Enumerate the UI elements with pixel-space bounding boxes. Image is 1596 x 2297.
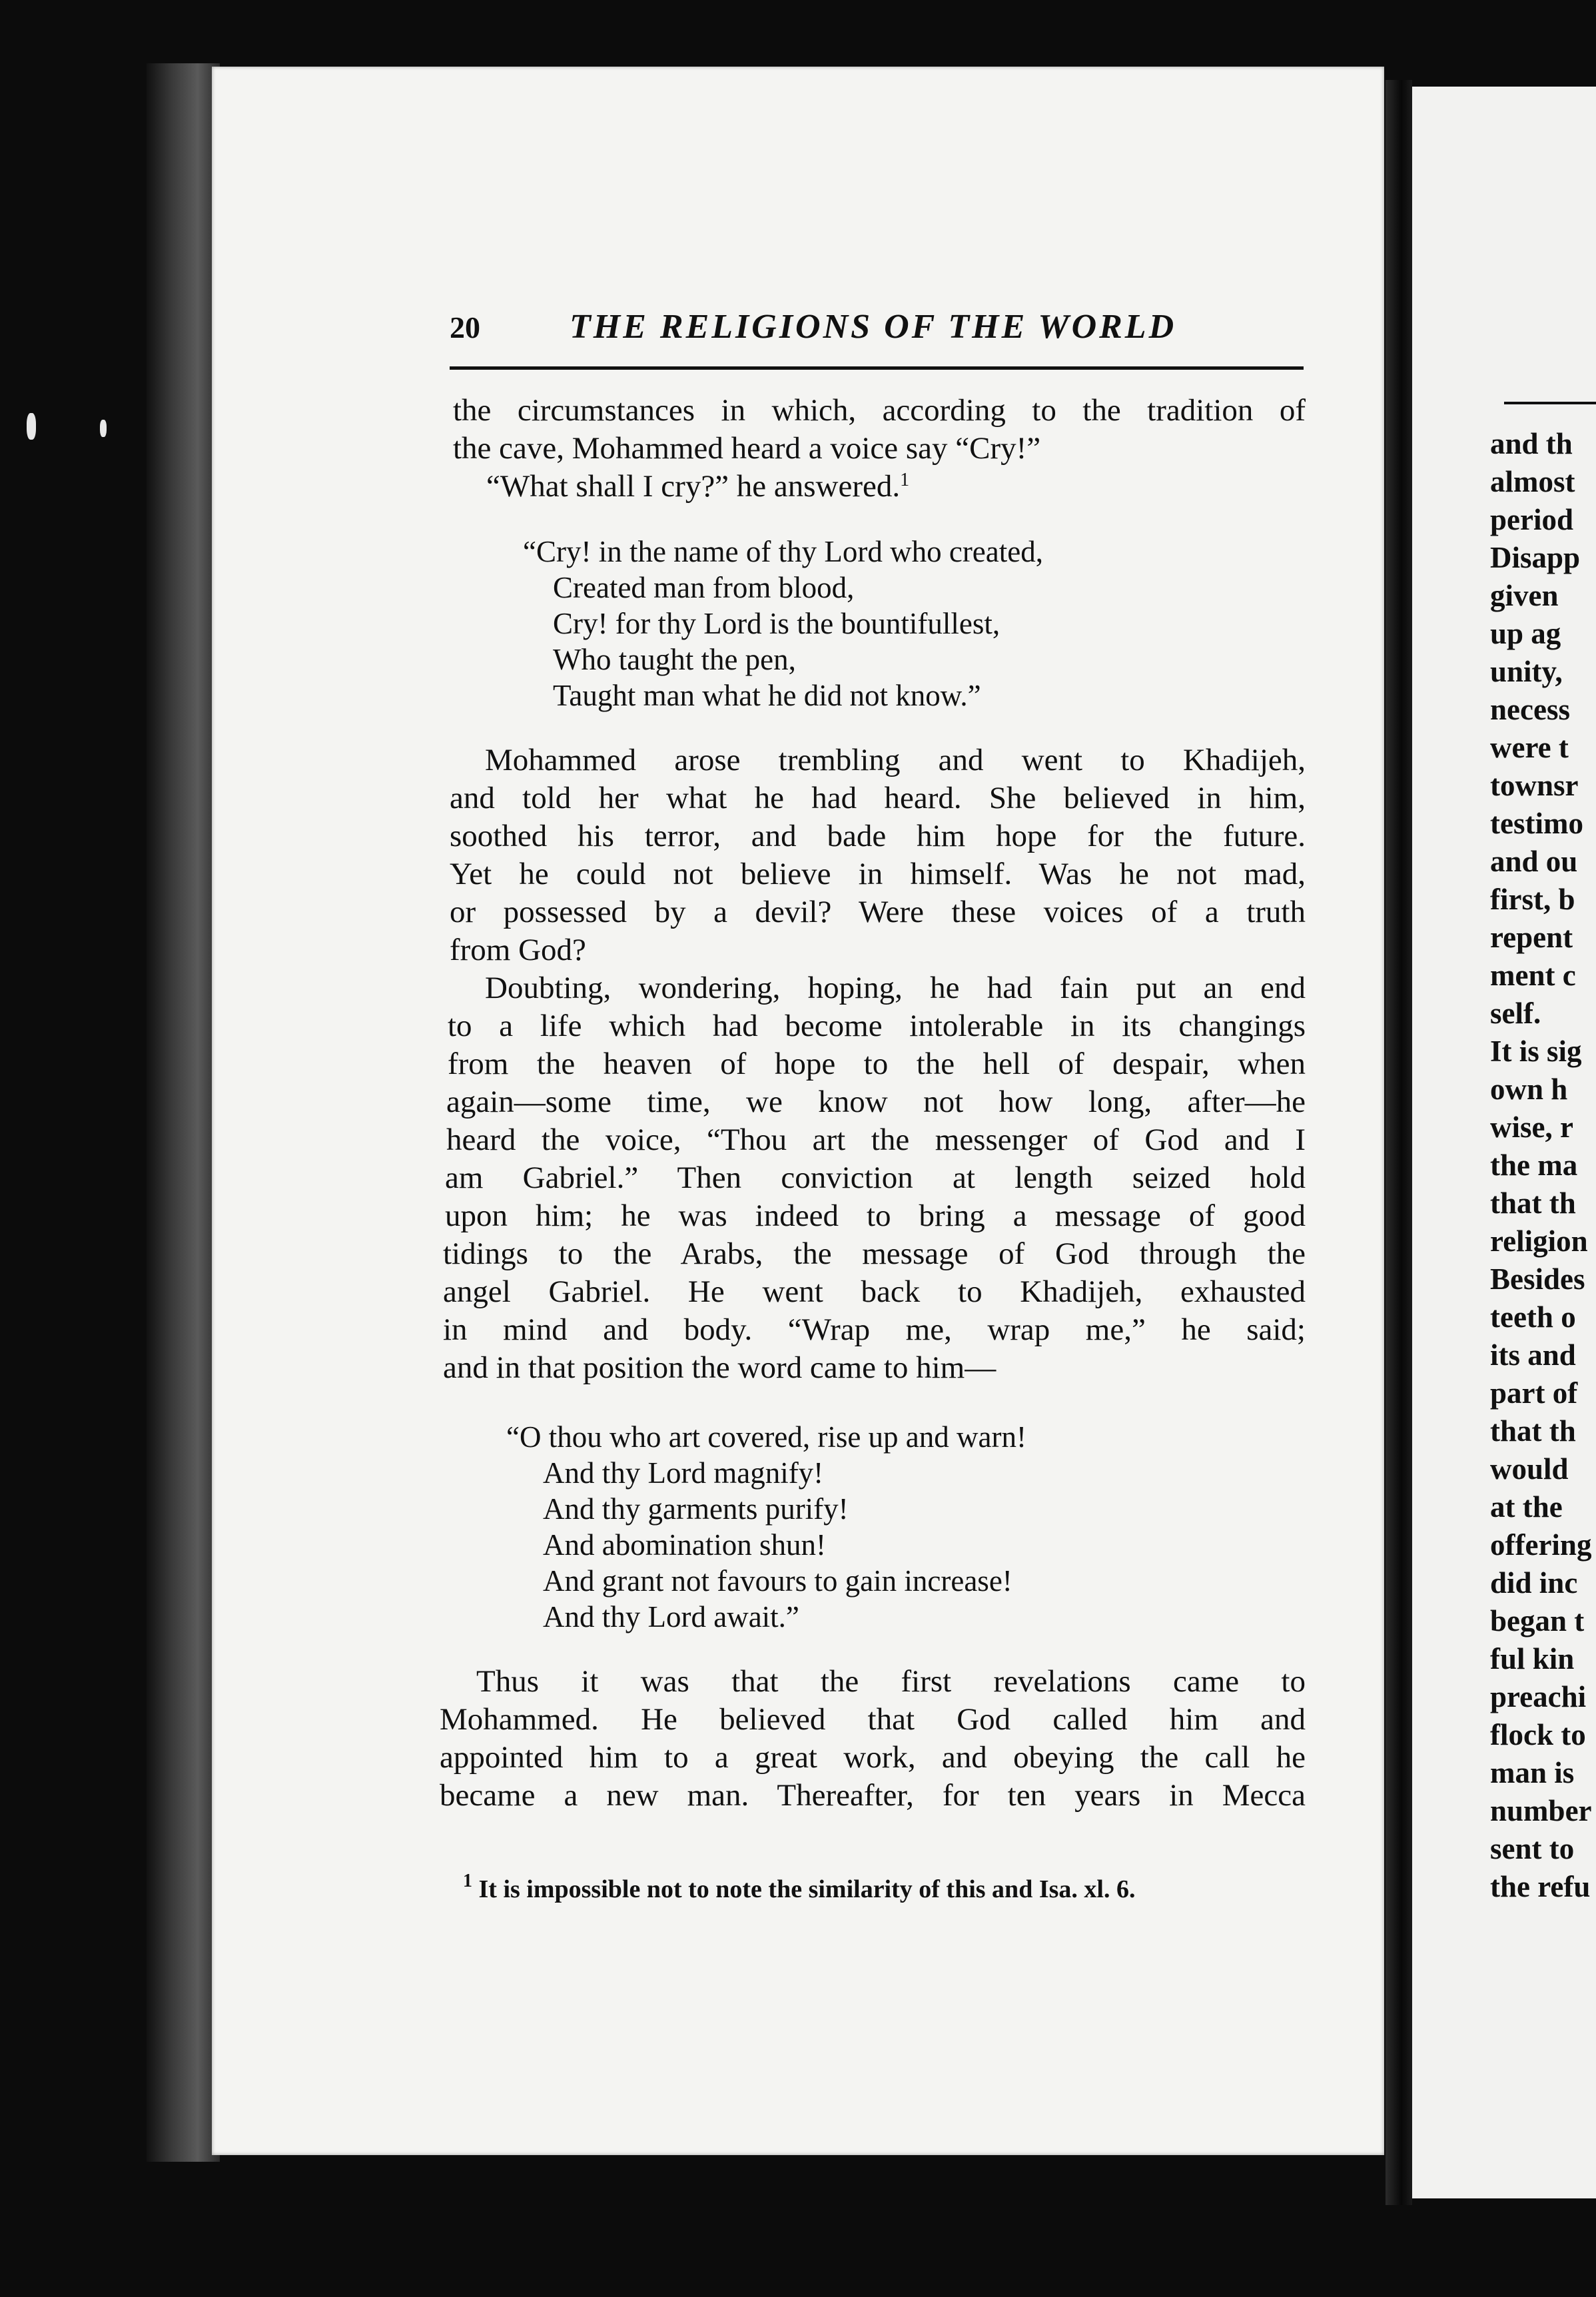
- body-line: [445, 1159, 1306, 1196]
- facing-page-line: almost: [1490, 465, 1575, 498]
- verse-line: [553, 605, 1000, 642]
- page-number: 20: [450, 310, 480, 344]
- body-line: [485, 969, 1306, 1007]
- line-text: Thus it was that the first revelations came to: [476, 1664, 1306, 1699]
- page-header: [450, 303, 1306, 356]
- line-text: to a life which had become intolerable in its changings: [448, 1009, 1306, 1043]
- facing-page-line: townsr: [1490, 769, 1579, 802]
- line-text: appointed him to a great work, and obeying the call he: [440, 1740, 1306, 1775]
- verse-line: [543, 1562, 1012, 1600]
- facing-page-line: that th: [1490, 1414, 1576, 1448]
- line-text: Created man from blood,: [553, 571, 855, 604]
- body-line: [448, 1007, 1306, 1045]
- facing-page-line: sent to: [1490, 1832, 1575, 1865]
- facing-page-line: man is: [1490, 1756, 1575, 1789]
- body-line: [450, 931, 1306, 969]
- body-line: [486, 468, 909, 505]
- body-line: [450, 817, 1306, 855]
- scan-speck: [100, 420, 107, 437]
- facing-page-line: necess: [1490, 693, 1570, 726]
- facing-page-line: the refu: [1490, 1870, 1591, 1903]
- body-line: [476, 1663, 1306, 1700]
- facing-page-line: were t: [1490, 731, 1569, 764]
- verse-line: [543, 1490, 849, 1528]
- line-text: the circumstances in which, according to the tradition of: [453, 393, 1306, 428]
- facing-page-line: part of: [1490, 1376, 1578, 1410]
- line-text: angel Gabriel. He went back to Khadijeh, exhausted: [443, 1274, 1306, 1309]
- facing-page-line: the ma: [1490, 1148, 1578, 1182]
- line-text: tidings to the Arabs, the message of God through the: [443, 1236, 1306, 1271]
- body-line: [443, 1235, 1306, 1272]
- line-text: and told her what he had heard. She believed in him,: [450, 781, 1306, 815]
- body-line: [448, 1045, 1306, 1083]
- line-text: or possessed by a devil? Were these voices of a truth: [450, 895, 1306, 929]
- line-text: And grant not favours to gain increase!: [543, 1564, 1012, 1598]
- book-spine-shadow: [147, 63, 220, 2162]
- facing-page-line: Besides: [1490, 1262, 1585, 1296]
- facing-page-line: began t: [1490, 1604, 1585, 1637]
- line-text: soothed his terror, and bade him hope for the future.: [450, 819, 1306, 853]
- line-text: Doubting, wondering, hoping, he had fain put an end: [485, 971, 1306, 1005]
- body-line: [450, 779, 1306, 817]
- facing-page-rule: [1504, 402, 1596, 404]
- body-line: [450, 855, 1306, 893]
- line-text: heard the voice, “Thou art the messenger of God and I: [446, 1123, 1306, 1157]
- verse-line: [553, 569, 854, 606]
- body-line: [440, 1777, 1306, 1814]
- verse-line: [523, 533, 1043, 570]
- body-line: [443, 1273, 1306, 1310]
- book-gutter: [1386, 80, 1412, 2205]
- facing-page-line: would: [1490, 1452, 1569, 1486]
- line-text: and in that position the word came to him—: [443, 1350, 997, 1385]
- facing-page-line: flock to: [1490, 1718, 1586, 1751]
- facing-page-line: first, b: [1490, 883, 1575, 916]
- line-text: Mohammed. He believed that God called him and: [440, 1702, 1306, 1737]
- facing-page-line: testimo: [1490, 807, 1583, 840]
- line-text: became a new man. Thereafter, for ten years in Mecca: [440, 1778, 1306, 1813]
- line-text: And thy Lord magnify!: [543, 1456, 824, 1490]
- footnote: [463, 1871, 1135, 1908]
- facing-page-line: unity,: [1490, 655, 1563, 688]
- body-line: [453, 430, 1306, 467]
- line-text: in mind and body. “Wrap me, wrap me,” he said;: [443, 1312, 1306, 1347]
- body-line: [445, 1197, 1306, 1234]
- line-text: Cry! for thy Lord is the bountifullest,: [553, 607, 1000, 640]
- line-text: Yet he could not believe in himself. Was he not mad,: [450, 857, 1306, 891]
- scan-speck: [27, 413, 36, 440]
- footnote-marker: 1: [463, 1871, 472, 1891]
- body-line: [443, 1349, 1306, 1386]
- line-text: Mohammed arose trembling and went to Khadijeh,: [485, 743, 1306, 777]
- line-text: from the heaven of hope to the hell of despair, when: [448, 1047, 1306, 1081]
- verse-line: [543, 1526, 826, 1564]
- verse-line: [506, 1418, 1026, 1456]
- body-line: [453, 392, 1306, 429]
- facing-page-line: wise, r: [1490, 1111, 1573, 1144]
- facing-page-line: It is sig: [1490, 1035, 1582, 1068]
- line-text: Taught man what he did not know.”: [553, 679, 981, 712]
- body-line: [446, 1083, 1306, 1121]
- footnote-text: It is impossible not to note the similarity of this and Isa. xl. 6.: [478, 1875, 1136, 1903]
- line-text: And abomination shun!: [543, 1528, 826, 1562]
- body-line: [446, 1121, 1306, 1158]
- facing-page-line: religion: [1490, 1224, 1588, 1258]
- body-line: [485, 741, 1306, 779]
- line-text: Who taught the pen,: [553, 643, 796, 676]
- facing-page-line: self.: [1490, 997, 1541, 1030]
- facing-page-line: at the: [1490, 1490, 1563, 1524]
- facing-page-line: number: [1490, 1794, 1592, 1827]
- facing-page-line: own h: [1490, 1073, 1568, 1106]
- line-text: “What shall I cry?” he answered.: [486, 469, 901, 504]
- line-text: And thy garments purify!: [543, 1492, 849, 1526]
- verse-line: [553, 641, 796, 678]
- line-text: again—some time, we know not how long, after—he: [446, 1085, 1306, 1119]
- facing-page-line: teeth o: [1490, 1300, 1576, 1334]
- facing-page-line: preachi: [1490, 1680, 1587, 1713]
- line-text: from God?: [450, 933, 586, 967]
- verse-line: [543, 1454, 823, 1492]
- line-text: “O thou who art covered, rise up and warn!: [506, 1420, 1026, 1454]
- body-line: [450, 893, 1306, 931]
- running-title: THE RELIGIONS OF THE WORLD: [570, 308, 1177, 346]
- facing-page-line: and ou: [1490, 845, 1578, 878]
- facing-page-line: Disapp: [1490, 541, 1581, 574]
- facing-page-line: ful kin: [1490, 1642, 1575, 1675]
- body-line: [440, 1701, 1306, 1738]
- verse-line: [553, 677, 981, 714]
- facing-page-line: given: [1490, 579, 1559, 612]
- facing-page-line: up ag: [1490, 617, 1561, 650]
- footnote-reference: 1: [900, 470, 910, 490]
- facing-page-line: period: [1490, 503, 1574, 536]
- body-line: [440, 1739, 1306, 1776]
- line-text: “Cry! in the name of thy Lord who created,: [523, 535, 1043, 568]
- facing-page-line: repent: [1490, 921, 1573, 954]
- line-text: am Gabriel.” Then conviction at length seized hold: [445, 1160, 1306, 1195]
- verse-line: [543, 1598, 799, 1635]
- facing-page-line: did inc: [1490, 1566, 1578, 1600]
- facing-page-line: offering: [1490, 1528, 1592, 1562]
- facing-page-line: and th: [1490, 427, 1573, 460]
- facing-page-line: its and: [1490, 1338, 1576, 1372]
- line-text: the cave, Mohammed heard a voice say “Cry!”: [453, 431, 1041, 466]
- body-line: [443, 1311, 1306, 1348]
- line-text: upon him; he was indeed to bring a message of good: [445, 1198, 1306, 1233]
- facing-page-line: that th: [1490, 1186, 1576, 1220]
- line-text: And thy Lord await.”: [543, 1600, 799, 1633]
- header-rule: [450, 366, 1304, 370]
- facing-page-line: ment c: [1490, 959, 1576, 992]
